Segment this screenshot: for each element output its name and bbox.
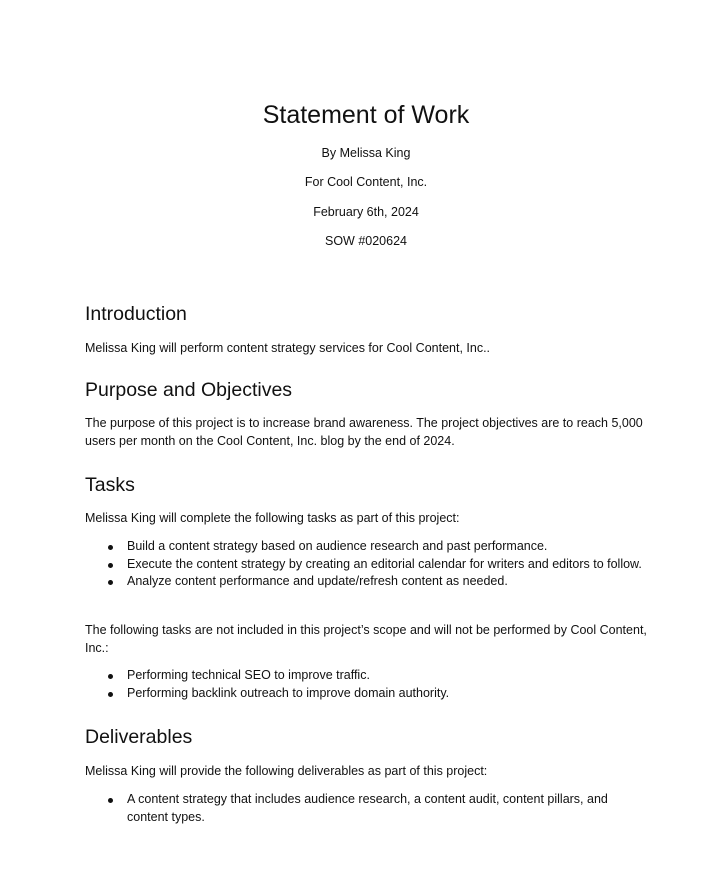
tasks-intro: Melissa King will complete the following tasks as part of this project:	[85, 511, 460, 525]
purpose-text: The purpose of this project is to increase brand awareness. The project objectives are to reach 5,000 users per month on the Cool Content, Inc. blog by the end of 2024.	[85, 416, 643, 448]
tasks-heading: Tasks	[85, 474, 135, 496]
excluded-tasks-intro: The following tasks are not included in this project’s scope and will not be performed by Cool Content, Inc.:	[85, 623, 647, 655]
list-item-text: A content strategy that includes audience research, a content audit, content pillars, and content types.	[127, 792, 608, 824]
client-line: For Cool Content, Inc.	[304, 175, 428, 189]
list-item	[85, 791, 650, 826]
bullet-icon	[108, 798, 113, 803]
included-tasks-list	[85, 538, 650, 591]
bullet-icon	[108, 563, 113, 568]
bullet-icon	[108, 674, 113, 679]
introduction-text: Melissa King will perform content strategy services for Cool Content, Inc..	[85, 341, 491, 355]
list-item-text: Execute the content strategy by creating an editorial calendar for writers and editors to follow.	[127, 556, 642, 571]
document-title: Statement of Work	[262, 101, 470, 129]
list-item	[85, 573, 650, 591]
introduction-heading: Introduction	[85, 303, 187, 325]
date-line: February 6th, 2024	[313, 205, 419, 219]
list-item	[85, 667, 650, 685]
purpose-heading: Purpose and Objectives	[85, 379, 293, 401]
list-item-text: Performing backlink outreach to improve domain authority.	[127, 685, 450, 700]
list-item	[85, 685, 650, 703]
bullet-icon	[108, 545, 113, 550]
bullet-icon	[108, 580, 113, 585]
author-line: By Melissa King	[321, 146, 411, 160]
list-item-text: Build a content strategy based on audience research and past performance.	[127, 539, 548, 553]
excluded-tasks-list	[85, 667, 650, 702]
list-item	[85, 538, 650, 556]
bullet-icon	[108, 692, 113, 697]
deliverables-intro: Melissa King will provide the following deliverables as part of this project:	[85, 764, 488, 778]
sow-number-line: SOW #020624	[325, 234, 407, 248]
deliverables-heading: Deliverables	[85, 726, 193, 748]
list-item	[85, 556, 650, 574]
deliverables-list	[85, 791, 650, 826]
list-item-text: Performing technical SEO to improve traffic.	[127, 668, 370, 682]
list-item-text: Analyze content performance and update/refresh content as needed.	[127, 574, 508, 588]
